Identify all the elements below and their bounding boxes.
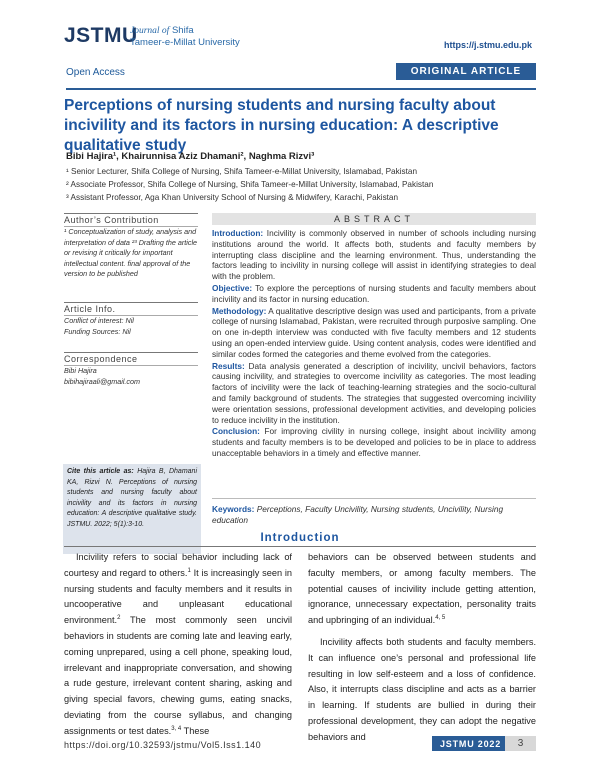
abstract-method-label: Methodology: xyxy=(212,305,267,316)
affiliation-1: ¹ Senior Lecturer, Shifa College of Nursing, Shifa Tameer-e-Millat University, Islamabad, Pakistan xyxy=(66,167,417,176)
doi-link[interactable]: https://doi.org/10.32593/jstmu/Vol5.Iss1.140 xyxy=(64,740,262,750)
journal-name-line1a: Journal of xyxy=(130,26,170,36)
intro-right-a: behaviors can be observed between students and faculty members, or among faculty members. The potential causes of incivility include getting attention, ignorance, unnecessary expectation, personality traits and upbringing of an individual. xyxy=(308,552,536,626)
ref-sup: 2 xyxy=(117,615,121,622)
contribution-heading: Author’s Contribution xyxy=(64,213,198,227)
journal-name-line1b: Shifa xyxy=(169,25,194,36)
correspondence-email[interactable]: bibihajiraali@gmail.com xyxy=(64,377,141,386)
abstract-intro-label: Introduction: xyxy=(212,228,264,238)
intro-paragraph-1 xyxy=(64,550,292,740)
abstract-conclusion-text: For improving civility in nursing college, insight about incivility among students and faculty members is to be developed and policies to be in place to address unacceptable behaviors in a timely and effective manner. xyxy=(212,426,536,458)
abstract-objective-text: To explore the perceptions of nursing students and faculty members about incivility and its factor in nursing education. xyxy=(212,282,536,304)
abstract-results-label: Results: xyxy=(212,360,245,371)
affiliation-3: ³ Assistant Professor, Aga Khan University School of Nursing & Midwifery, Karachi, Pakistan xyxy=(66,193,399,202)
page-number: 3 xyxy=(505,736,536,751)
article-info-heading: Article Info. xyxy=(64,302,198,316)
ref-sup: 3, 4 xyxy=(171,725,182,732)
intro-right-column xyxy=(308,550,536,746)
journal-name xyxy=(130,25,240,48)
intro-left-b: It is increasingly seen in nursing students and faculty members and it results in uncooperative and unpleasant educational environment. xyxy=(64,567,292,626)
abstract-heading: ABSTRACT xyxy=(212,213,536,225)
abstract-method-text: A qualitative descriptive design was used and participants, from a private college of nursing Islamabad, Pakistan, were recruited through purposive sampling. One on one in-depth interview was conducted with five faculty members and 12 students using an open-ended interview guide. Using content analysis, codes were identified and similar codes formed the categories and theme evolved from the categories. xyxy=(212,305,536,359)
correspondence-heading: Correspondence xyxy=(64,352,198,366)
abstract-methodology xyxy=(212,306,536,360)
keywords-divider xyxy=(212,498,536,499)
author-list: Bibi Hajira¹, Khairunnisa Aziz Dhamani², Naghma Rizvi³ xyxy=(66,151,315,162)
keywords xyxy=(212,504,536,526)
abstract-objective xyxy=(212,283,536,305)
intro-left-column xyxy=(64,550,292,740)
intro-paragraph-2: Incivility affects both students and faculty members. It can influence one’s personal and professional life resulting in low self-esteem and a loss of confidence. Also, it interrupts class discipline and acts as a barrier in learning. If students are bullied in during their professional development, they can adopt the negative behaviors and xyxy=(308,636,536,742)
intro-left-d: These xyxy=(181,725,210,736)
citation-label: Cite this article as: xyxy=(67,468,134,475)
journal-url-link[interactable]: https://j.stmu.edu.pk xyxy=(443,40,532,50)
abstract-results-text: Data analysis generated a description of incivility, uncivil behaviors, factors causing incivility, and strategies to overcome incivility as categories. The most leading factors of incivility were the lack of teaching-learning strategies and the socio-cultural and family background of students. The strategies that suggested overcoming incivility were orientation sessions, professional development activities, and developing policies to reduce incivility in the institution. xyxy=(212,360,536,425)
open-access-label: Open Access xyxy=(66,67,125,78)
intro-paragraph-1-cont xyxy=(308,550,536,629)
abstract-results xyxy=(212,361,536,426)
header-divider xyxy=(66,88,536,90)
keywords-label: Keywords: xyxy=(212,504,255,514)
contribution-text: ¹ Conceptualization of study, analysis and interpretation of data ²³ Drafting the article or revising it critically for important intellectual content. final approval of the version to be published xyxy=(64,227,198,278)
keywords-text: Perceptions, Faculty Uncivility, Nursing students, Uncivility, Nursing education xyxy=(212,504,504,525)
abstract-introduction xyxy=(212,228,536,282)
journal-name-line2: Tameer-e-Millat University xyxy=(130,37,240,48)
intro-left-a: Incivility refers to social behavior including lack of courtesy and regard to others. xyxy=(64,552,292,578)
citation-text: Hajira B, Dhamani KA, Rizvi N. Perceptions of nursing students and nursing faculty about incivility and its factors in nursing education: A descriptive qualitative study. JSTMU. 2022; 5(1):3-10. xyxy=(67,468,197,528)
introduction-divider xyxy=(64,546,536,547)
intro-left-c: The most commonly seen uncivil behaviors in students are coming late and leaving early, coming unprepared, using a cell phone, speaking loud, irrelevant and inappropriate conversation, and showing a rude gesture, irrelevant content sharing, asking and giving special favors, chewing gums, eating snacks, deviating from the course syllabus, and changing assignments or test dates. xyxy=(64,615,292,736)
affiliation-2: ² Associate Professor, Shifa College of Nursing, Shifa Tameer-e-Millat University, Islamabad, Pakistan xyxy=(66,180,434,189)
conflict-of-interest: Conflict of interest: Nil xyxy=(64,316,134,325)
abstract-intro-text: Incivility is commonly observed in number of schools including nursing institutions around the world. It affects both, students and faculty members by interrupting class discipline and the learning environment. Thus, understanding the factors leading to incivility in nursing college will assist in identifying strategies to deal with the problem. xyxy=(212,228,536,282)
abstract-body xyxy=(212,228,536,460)
article-type-badge: ORIGINAL ARTICLE xyxy=(396,63,536,80)
ref-sup: 4, 5 xyxy=(435,615,446,622)
journal-logo: JSTMU xyxy=(64,24,138,47)
article-title: Perceptions of nursing students and nursing faculty about incivility and its factors in nursing education: A descriptive qualitative study xyxy=(64,97,499,154)
abstract-conclusion xyxy=(212,426,536,458)
correspondence-name: Bibi Hajira xyxy=(64,366,97,375)
ref-sup: 1 xyxy=(187,567,191,574)
abstract-conclusion-label: Conclusion: xyxy=(212,426,260,437)
abstract-objective-label: Objective: xyxy=(212,282,253,293)
footer-journal-label: JSTMU 2022 xyxy=(440,739,502,749)
introduction-heading: Introduction xyxy=(260,532,340,544)
funding-sources: Funding Sources: Nil xyxy=(64,327,131,336)
